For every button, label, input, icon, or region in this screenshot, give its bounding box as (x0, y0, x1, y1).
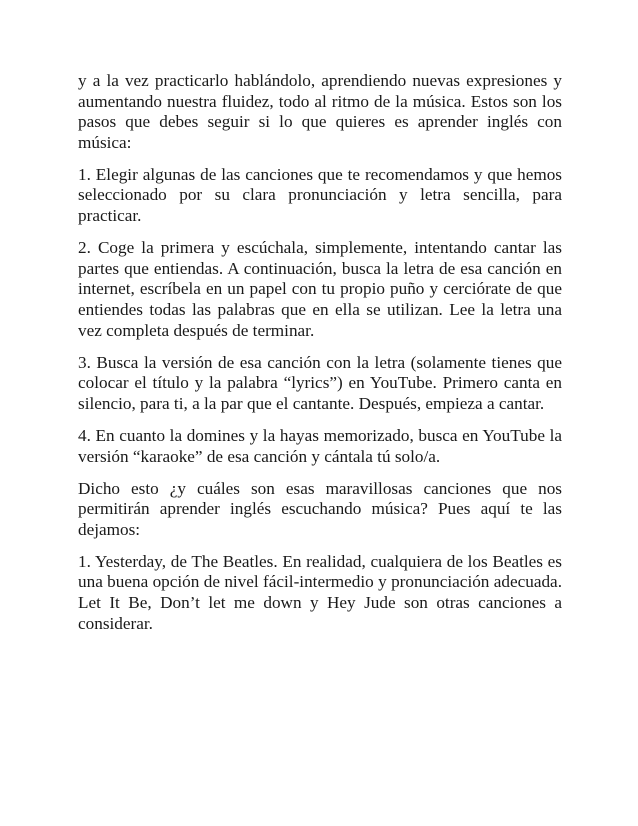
step-4-paragraph: 4. En cuanto la domines y la hayas memorizado, busca en YouTube la versión “karaoke” de esa canción y cántala tú solo/a. (78, 425, 562, 466)
document-body (78, 71, 562, 646)
intro-paragraph: y a la vez practicarlo hablándolo, aprendiendo nuevas expresiones y aumentando nuestra fluidez, todo al ritmo de la música. Estos son los pasos que debes seguir si lo que quieres es aprender inglés con música: (78, 71, 562, 152)
song-1-paragraph: 1. Yesterday, de The Beatles. En realidad, cualquiera de los Beatles es una buena opción de nivel fácil-intermedio y pronunciación adecuada. Let It Be, Don’t let me down y Hey Jude son otras canciones a considerar. (78, 551, 562, 633)
songs-intro-paragraph: Dicho esto ¿y cuáles son esas maravillosas canciones que nos permitirán aprender inglés escuchando música? Pues aquí te las dejamos: (78, 478, 562, 539)
step-3-paragraph: 3. Busca la versión de esa canción con la letra (solamente tienes que colocar el título y la palabra “lyrics”) en YouTube. Primero canta en silencio, para ti, a la par que el cantante. Después, empieza a cantar. (78, 352, 562, 413)
step-1-paragraph: 1. Elegir algunas de las canciones que te recomendamos y que hemos seleccionado por su clara pronunciación y letra sencilla, para practicar. (78, 164, 562, 226)
step-2-paragraph: 2. Coge la primera y escúchala, simplemente, intentando cantar las partes que entiendas. A continuación, busca la letra de esa canción en internet, escríbela en un papel con tu propio puño y cerciórate de que entiendes todas las palabras que en ella se utilizan. Lee la letra una vez completa después de terminar. (78, 238, 562, 340)
